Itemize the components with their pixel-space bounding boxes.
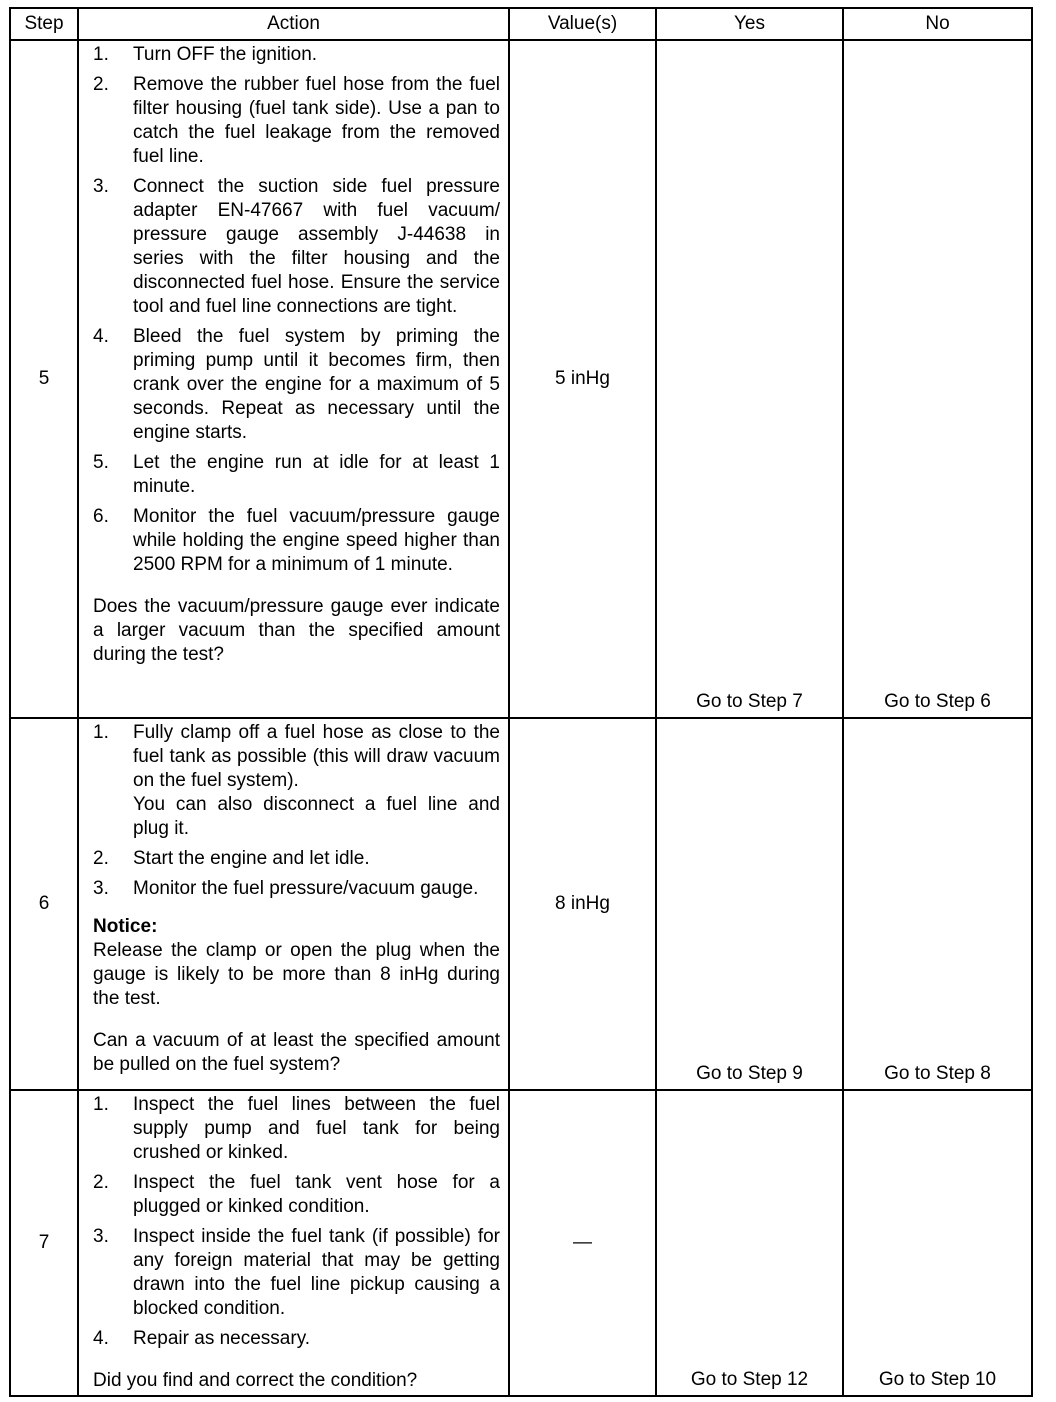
notice-title: Notice: xyxy=(93,916,158,937)
table-row xyxy=(10,1090,1032,1396)
step-number: 5 xyxy=(10,40,78,718)
item-text: Inspect the fuel tank vent hose for a plugged or kinked condition. xyxy=(133,1172,500,1217)
header-row xyxy=(10,8,1032,40)
yes-result: Go to Step 12 xyxy=(656,1090,843,1396)
item-text: Remove the rubber fuel hose from the fuel filter housing (fuel tank side). Use a pan to catch the fuel leakage from the removed fuel line. xyxy=(133,74,500,167)
item-text: Monitor the fuel pressure/vacuum gauge. xyxy=(133,878,479,899)
step-number: 6 xyxy=(10,718,78,1090)
no-result: Go to Step 8 xyxy=(843,718,1032,1090)
list-item xyxy=(93,175,500,319)
item-number: 2. xyxy=(93,1172,109,1193)
list-item xyxy=(93,505,500,577)
table-row xyxy=(10,40,1032,718)
list-item xyxy=(93,325,500,445)
item-number: 4. xyxy=(93,326,109,347)
item-text xyxy=(133,721,500,841)
item-text-extra: You can also disconnect a fuel line and plug it. xyxy=(133,794,500,839)
table-row xyxy=(10,718,1032,1090)
value-cell: 5 inHg xyxy=(509,40,656,718)
item-text: Monitor the fuel vacuum/pressure gauge while holding the engine speed higher than 2500 RPM for a minimum of 1 minute. xyxy=(133,506,500,575)
item-number: 1. xyxy=(93,44,109,65)
list-item xyxy=(93,1171,500,1219)
no-result: Go to Step 10 xyxy=(843,1090,1032,1396)
action-list xyxy=(93,721,500,901)
list-item xyxy=(93,1327,500,1351)
question-text: Can a vacuum of at least the specified amount be pulled on the fuel system? xyxy=(93,1030,500,1075)
item-text-main: Fully clamp off a fuel hose as close to the fuel tank as possible (this will draw vacuum on the fuel system). xyxy=(133,722,500,791)
item-number: 2. xyxy=(93,74,109,95)
action-list xyxy=(93,1093,500,1351)
action-cell xyxy=(78,40,509,718)
item-text: Turn OFF the ignition. xyxy=(133,44,318,65)
question-text: Did you find and correct the condition? xyxy=(93,1370,418,1391)
list-item xyxy=(93,43,500,67)
notice-text: Release the clamp or open the plug when the gauge is likely to be more than 8 inHg during the test. xyxy=(93,940,500,1009)
item-number: 3. xyxy=(93,176,109,197)
action-list xyxy=(93,43,500,577)
item-number: 1. xyxy=(93,722,109,743)
item-number: 6. xyxy=(93,506,109,527)
header-step: Step xyxy=(10,8,78,40)
value-cell: — xyxy=(509,1090,656,1396)
yes-result: Go to Step 7 xyxy=(656,40,843,718)
item-text: Let the engine run at idle for at least 1 minute. xyxy=(133,452,500,497)
action-cell xyxy=(78,718,509,1090)
item-number: 5. xyxy=(93,452,109,473)
item-text: Bleed the fuel system by priming the priming pump until it becomes firm, then crank over the engine for a maximum of 5 seconds. Repeat as necessary until the engine starts. xyxy=(133,326,500,443)
list-item xyxy=(93,721,500,841)
list-item xyxy=(93,451,500,499)
question-text: Does the vacuum/pressure gauge ever indicate a larger vacuum than the specified amount during the test? xyxy=(93,596,500,665)
item-text: Start the engine and let idle. xyxy=(133,848,370,869)
item-text: Repair as necessary. xyxy=(133,1328,311,1349)
yes-result: Go to Step 9 xyxy=(656,718,843,1090)
list-item xyxy=(93,847,500,871)
list-item xyxy=(93,73,500,169)
header-no: No xyxy=(843,8,1032,40)
header-action: Action xyxy=(78,8,509,40)
list-item xyxy=(93,1093,500,1165)
action-cell xyxy=(78,1090,509,1396)
value-cell: 8 inHg xyxy=(509,718,656,1090)
step-number: 7 xyxy=(10,1090,78,1396)
header-yes: Yes xyxy=(656,8,843,40)
diagnostic-table xyxy=(9,7,1033,1397)
no-result: Go to Step 6 xyxy=(843,40,1032,718)
item-number: 3. xyxy=(93,1226,109,1247)
item-text: Inspect inside the fuel tank (if possible) for any foreign material that may be getting drawn into the fuel line pickup causing a blocked condition. xyxy=(133,1226,500,1319)
item-number: 2. xyxy=(93,848,109,869)
item-number: 1. xyxy=(93,1094,109,1115)
list-item xyxy=(93,877,500,901)
item-number: 4. xyxy=(93,1328,109,1349)
header-values: Value(s) xyxy=(509,8,656,40)
item-number: 3. xyxy=(93,878,109,899)
list-item xyxy=(93,1225,500,1321)
item-text: Inspect the fuel lines between the fuel supply pump and fuel tank for being crushed or kinked. xyxy=(133,1094,500,1163)
item-text: Connect the suction side fuel pressure adapter EN-47667 with fuel vacuum/ pressure gauge assembly J-44638 in series with the filter housing and the disconnected fuel hose. Ensure the service tool and fuel line connections are tight. xyxy=(133,176,500,317)
